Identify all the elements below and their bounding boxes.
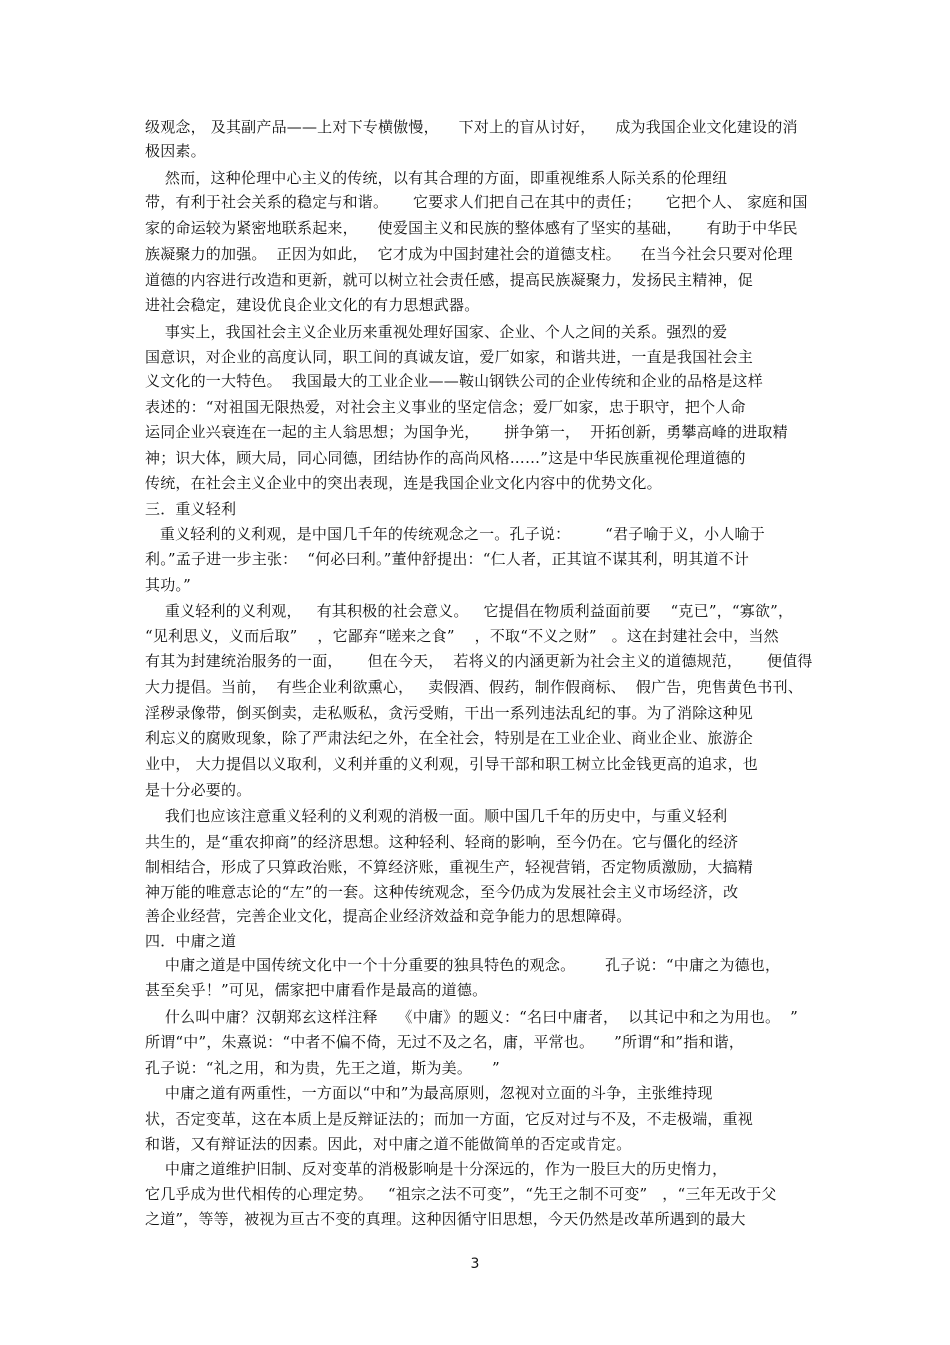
text-line: 族凝聚力的加强。 正因为如此， 它才成为中国封建社会的道德支柱。 在当今社会只要对伦理 [145, 245, 793, 263]
text-line: 中庸之道是中国传统文化中一个十分重要的独具特色的观念。 孔子说：“中庸之为德也， [145, 956, 781, 974]
text-line: 中庸之道维护旧制、反对变革的消极影响是十分深远的，作为一股巨大的历史惰力， [145, 1160, 728, 1178]
text-line: 事实上，我国社会主义企业历来重视处理好国家、企业、个人之间的关系。强烈的爱 [145, 323, 728, 341]
text-line: 三．重义轻利 [145, 500, 237, 518]
text-line: 运同企业兴衰连在一起的主人翁思想；为国争光， 拼争第一， 开拓创新，勇攀高峰的进取精 [145, 423, 788, 441]
text-line: 大力提倡。当前， 有些企业利欲熏心， 卖假酒、假药，制作假商标、 假广告，兜售黄色书刊、 [145, 678, 803, 696]
text-line: 有其为封建统治服务的一面， 但在今天， 若将义的内涵更新为社会主义的道德规范， 便值得 [145, 652, 813, 670]
text-line: 家的命运较为紧密地联系起来， 使爱国主义和民族的整体感有了坚实的基础， 有助于中华民 [145, 219, 798, 237]
text-line: 所谓“中”，朱熹说：“中者不偏不倚，无过不及之名，庸，平常也。 ”所谓“和”指和谐， [145, 1033, 745, 1051]
text-line: 其功。” [145, 576, 191, 594]
text-line: 孔子说：“礼之用，和为贵，先王之道，斯为美。 ” [145, 1059, 500, 1077]
text-line: 国意识，对企业的高度认同，职工间的真诚友谊，爱厂如家，和谐共进，一直是我国社会主 [145, 348, 754, 366]
text-line: 我们也应该注意重义轻利的义利观的消极一面。顺中国几千年的历史中，与重义轻利 [145, 807, 728, 825]
text-line: 神万能的唯意志论的“左”的一套。这种传统观念，至今仍成为发展社会主义市场经济，改 [145, 883, 739, 901]
text-line: 之道”，等等，被视为亘古不变的真理。这种因循守旧思想，今天仍然是改革所遇到的最大 [145, 1210, 746, 1228]
page-number: 3 [470, 1256, 480, 1272]
text-line: 中庸之道有两重性，一方面以“中和”为最高原则，忽视对立面的斗争，主张维持现 [145, 1084, 713, 1102]
text-line: 制相结合，形成了只算政治账，不算经济账，重视生产，轻视营销，否定物质激励，大搞精 [145, 858, 754, 876]
text-line: “见利思义，义而后取” ，它鄙弃“嗟来之食” ，不取“不义之财” 。这在封建社会中，当然 [145, 627, 779, 645]
text-line: 道德的内容进行改造和更新，就可以树立社会责任感，提高民族凝聚力，发扬民主精神，促 [145, 271, 754, 289]
text-line: 共生的，是“重农抑商”的经济思想。这种轻利、轻商的影响，至今仍在。它与僵化的经济 [145, 833, 739, 851]
text-line: 业中， 大力提倡以义取利，义利并重的义利观，引导干部和职工树立比金钱更高的追求，也 [145, 755, 758, 773]
text-line: 重义轻利的义利观， 有其积极的社会意义。 它提倡在物质利益面前要 “克已”，“寡欲”， [145, 602, 794, 620]
text-line: 什么叫中庸？汉朝郑玄这样注释 《中庸》的题义：“名曰中庸者， 以其记中和之为用也。 ” [145, 1008, 798, 1026]
text-line: 善企业经营，完善企业文化，提高企业经济效益和竞争能力的思想障碍。 [145, 907, 632, 925]
text-line: 进社会稳定，建设优良企业文化的有力思想武器。 [145, 296, 480, 314]
text-line: 义文化的一大特色。 我国最大的工业企业——鞍山钢铁公司的企业传统和企业的品格是这样 [145, 372, 763, 390]
text-line: 表述的：“对祖国无限热爱，对社会主义事业的坚定信念；爱厂如家，忠于职守，把个人命 [145, 398, 746, 416]
text-line: 神；识大体，顾大局，同心同德，团结协作的高尚风格……”这是中华民族重视伦理道德的 [145, 449, 746, 467]
text-line: 和谐，又有辩证法的因素。因此，对中庸之道不能做简单的否定或肯定。 [145, 1135, 632, 1153]
text-line: 利忘义的腐败现象，除了严肃法纪之外，在全社会，特别是在工业企业、商业企业、旅游企 [145, 729, 754, 747]
text-line: 甚至矣乎！”可见，儒家把中庸看作是最高的道德。 [145, 981, 488, 999]
text-line: 级观念， 及其副产品——上对下专横傲慢， 下对上的盲从讨好， 成为我国企业文化建设的消 [145, 118, 798, 136]
text-line: 传统，在社会主义企业中的突出表现，连是我国企业文化内容中的优势文化。 [145, 474, 662, 492]
text-line: 利。”孟子进一步主张： “何必曰利。”董仲舒提出：“仁人者，正其谊不谋其利，明其道不计 [145, 550, 750, 568]
text-line: 四．中庸之道 [145, 932, 237, 950]
text-line: 带，有利于社会关系的稳定与和谐。 它要求人们把自己在其中的责任； 它把个人、 家庭和国 [145, 193, 808, 211]
text-line: 然而，这种伦理中心主义的传统，以有其合理的方面，即重视维系人际关系的伦理纽 [145, 169, 728, 187]
text-line: 极因素。 [145, 142, 206, 160]
text-line: 状，否定变革，这在本质上是反辩证法的；而加一方面，它反对过与不及，不走极端，重视 [145, 1110, 754, 1128]
text-line: 淫秽录像带，倒买倒卖，走私贩私，贪污受贿，干出一系列违法乱纪的事。为了消除这种见 [145, 704, 754, 722]
text-line: 重义轻利的义利观，是中国几千年的传统观念之一。孔子说： “君子喻于义，小人喻于 [145, 525, 765, 543]
text-line: 它几乎成为世代相传的心理定势。 “祖宗之法不可变”，“先王之制不可变” ，“三年无改于父 [145, 1185, 777, 1203]
text-line: 是十分必要的。 [145, 781, 252, 799]
